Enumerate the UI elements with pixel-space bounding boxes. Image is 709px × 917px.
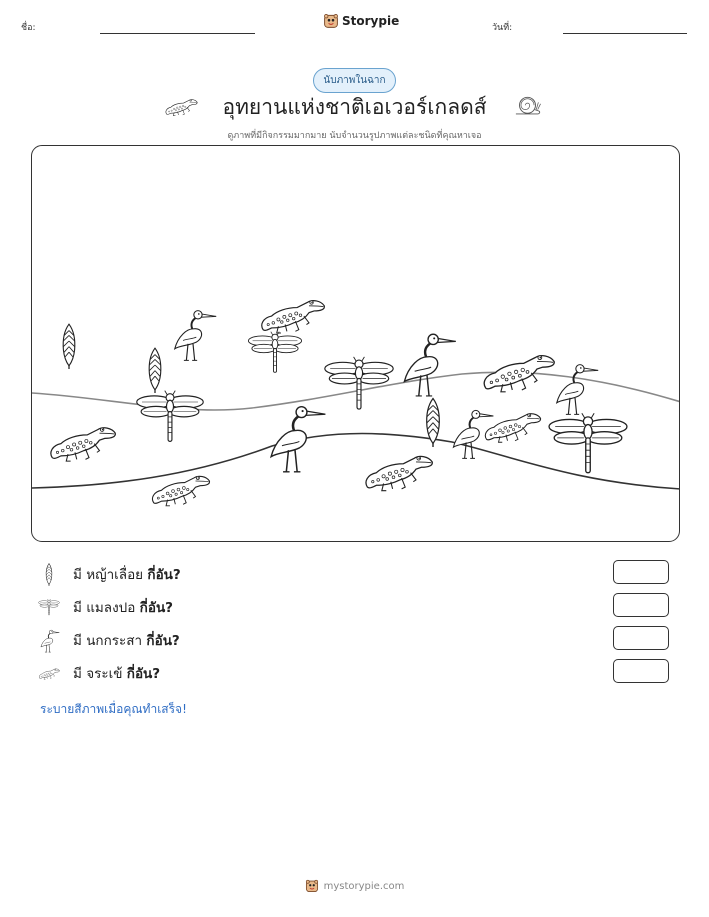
alligator (51, 428, 115, 461)
question-text: มี แมลงปอ กี่อัน? (73, 600, 173, 616)
alligator (152, 476, 209, 506)
sawgrass (149, 348, 161, 393)
alligator (366, 456, 432, 490)
coloring-instruction: ระบายสีภาพเมื่อคุณทำเสร็จ! (40, 702, 187, 716)
name-label: ชื่อ: (21, 23, 36, 33)
heron-icon (38, 628, 60, 652)
alligator (262, 301, 325, 333)
question-row-alligator (38, 660, 160, 686)
heron (175, 311, 216, 361)
name-line[interactable] (100, 33, 255, 34)
counting-scene (31, 145, 680, 542)
activity-badge: นับภาพในฉาก (313, 68, 396, 93)
heron (404, 334, 455, 396)
page-title: อุทยานแห่งชาติเอเวอร์เกลดส์ (222, 95, 487, 119)
answer-box-heron[interactable] (613, 626, 669, 650)
storypie-logo (323, 13, 399, 29)
snail-icon (513, 95, 542, 117)
question-text: มี นกกระสา กี่อัน? (73, 633, 180, 649)
date-label: วันที่: (492, 23, 513, 33)
dragonfly (325, 357, 393, 409)
question-row-heron (38, 627, 180, 653)
dragonfly (137, 391, 204, 442)
alligator-icon (164, 95, 198, 117)
answer-box-sawgrass[interactable] (613, 560, 669, 584)
storypie-logo-icon (323, 13, 339, 29)
page-subtitle: ดูภาพที่มีกิจกรรมมากมาย นับจำนวนรูปภาพแต่ละชนิดที่คุณหาเจอ (227, 131, 482, 141)
dragonfly (549, 413, 627, 472)
storypie-footer-icon (305, 879, 319, 893)
dragonfly (248, 332, 301, 373)
sawgrass (63, 324, 75, 369)
answer-box-alligator[interactable] (613, 659, 669, 683)
heron (271, 407, 325, 472)
alligator (485, 414, 540, 443)
scene-drawing (32, 146, 680, 542)
question-row-dragonfly (38, 594, 173, 620)
question-text: มี จระเข้ กี่อัน? (73, 666, 161, 682)
answer-box-dragonfly[interactable] (613, 593, 669, 617)
brand-name: Storypie (342, 14, 400, 28)
question-row-sawgrass (38, 561, 181, 587)
alligator-icon (38, 661, 60, 685)
footer (0, 879, 709, 893)
question-text: มี หญ้าเลื่อย กี่อัน? (73, 567, 181, 583)
heron (557, 365, 598, 415)
sawgrass-icon (38, 562, 60, 586)
footer-url[interactable]: mystorypie.com (323, 880, 405, 892)
dragonfly-icon (38, 595, 60, 619)
date-line[interactable] (563, 33, 687, 34)
